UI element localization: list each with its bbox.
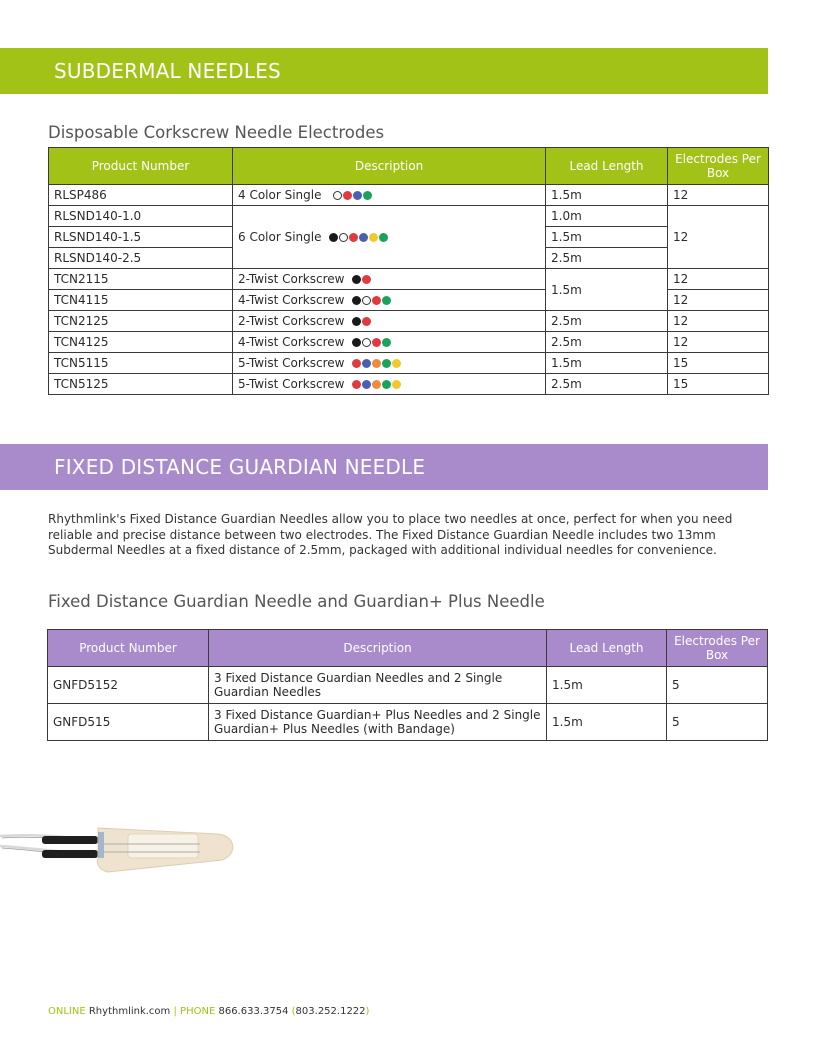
red-dot-icon [362, 275, 371, 284]
lead-length: 1.5m [546, 353, 668, 374]
electrodes-per-box: 12 [668, 311, 769, 332]
red-dot-icon [352, 380, 361, 389]
lead-length: 1.5m [546, 227, 668, 248]
product-number: TCN4125 [49, 332, 233, 353]
lead-length: 1.5m [546, 269, 668, 311]
lead-length: 2.5m [546, 248, 668, 269]
footer-website-link[interactable]: Rhythmlink.com [88, 1006, 171, 1017]
section-subtitle-guardian: Fixed Distance Guardian Needle and Guardian+ Plus Needle [48, 592, 545, 611]
orange-dot-icon [372, 359, 381, 368]
red-dot-icon [343, 191, 352, 200]
orange-dot-icon [372, 380, 381, 389]
description: 3 Fixed Distance Guardian+ Plus Needles and 2 Single Guardian+ Plus Needles (with Bandage) [209, 704, 547, 741]
description: 4 Color Single [233, 185, 546, 206]
electrodes-per-box: 15 [668, 353, 769, 374]
black-dot-icon [352, 317, 361, 326]
electrodes-per-box: 15 [668, 374, 769, 395]
green-dot-icon [382, 296, 391, 305]
electrodes-per-box: 12 [668, 185, 769, 206]
product-number: TCN5125 [49, 374, 233, 395]
blue-dot-icon [359, 233, 368, 242]
electrodes-per-box: 12 [668, 290, 769, 311]
table-row [49, 311, 769, 332]
blue-dot-icon [353, 191, 362, 200]
electrodes-per-box: 12 [668, 269, 769, 290]
red-dot-icon [362, 317, 371, 326]
white-dot-icon [362, 296, 371, 305]
section-banner-guardian: FIXED DISTANCE GUARDIAN NEEDLE [0, 444, 768, 490]
header-lead-length: Lead Length [547, 630, 667, 667]
black-dot-icon [329, 233, 338, 242]
product-number: RLSND140-1.5 [49, 227, 233, 248]
lead-length: 2.5m [546, 374, 668, 395]
footer-online-label: ONLINE [48, 1006, 86, 1017]
table-row [49, 374, 769, 395]
description: 5-Twist Corkscrew [233, 353, 546, 374]
electrodes-per-box: 12 [668, 332, 769, 353]
guardian-intro-paragraph: Rhythmlink's Fixed Distance Guardian Needles allow you to place two needles at once, perfect for when you need reliable and precise distance between two electrodes. The Fixed Distance Guardian Needle includes two 13mm Subdermal Needles at a fixed distance of 2.5mm, packaged with additional individual needles for convenience. [48, 512, 733, 557]
description: 5-Twist Corkscrew [233, 374, 546, 395]
red-dot-icon [352, 359, 361, 368]
product-number: GNFD515 [48, 704, 209, 741]
yellow-dot-icon [392, 359, 401, 368]
green-dot-icon [382, 338, 391, 347]
black-dot-icon [352, 275, 361, 284]
table-row [49, 269, 769, 290]
red-dot-icon [372, 296, 381, 305]
green-dot-icon [382, 359, 391, 368]
header-product-number: Product Number [48, 630, 209, 667]
lead-length: 1.5m [546, 185, 668, 206]
header-description: Description [233, 148, 546, 185]
red-dot-icon [372, 338, 381, 347]
footer-alt-phone-close: ) [365, 1006, 370, 1017]
header-product-number: Product Number [49, 148, 233, 185]
lead-length: 1.5m [547, 704, 667, 741]
green-dot-icon [363, 191, 372, 200]
product-number: RLSND140-1.0 [49, 206, 233, 227]
product-number: TCN4115 [49, 290, 233, 311]
description: 3 Fixed Distance Guardian Needles and 2 Single Guardian Needles [209, 667, 547, 704]
footer-phone: 866.633.3754 [218, 1006, 289, 1017]
lead-length: 1.5m [547, 667, 667, 704]
green-dot-icon [379, 233, 388, 242]
footer-contact [48, 1006, 369, 1017]
footer-alt-phone: 803.252.1222 [295, 1006, 366, 1017]
yellow-dot-icon [369, 233, 378, 242]
green-dot-icon [382, 380, 391, 389]
lead-length: 2.5m [546, 332, 668, 353]
description: 2-Twist Corkscrew [233, 269, 546, 290]
white-dot-icon [339, 233, 348, 242]
description: 6 Color Single [233, 206, 546, 269]
lead-length: 2.5m [546, 311, 668, 332]
description: 4-Twist Corkscrew [233, 290, 546, 311]
black-dot-icon [352, 338, 361, 347]
corkscrew-table [48, 147, 769, 395]
header-electrodes-per-box: Electrodes Per Box [667, 630, 768, 667]
header-description: Description [209, 630, 547, 667]
black-dot-icon [352, 296, 361, 305]
footer-phone-label: PHONE [180, 1006, 216, 1017]
electrodes-per-box: 12 [668, 206, 769, 269]
yellow-dot-icon [392, 380, 401, 389]
table-row [49, 332, 769, 353]
description: 2-Twist Corkscrew [233, 311, 546, 332]
footer-separator: | [173, 1006, 177, 1017]
white-dot-icon [362, 338, 371, 347]
product-number: RLSND140-2.5 [49, 248, 233, 269]
white-dot-icon [333, 191, 342, 200]
blue-dot-icon [362, 380, 371, 389]
product-number: RLSP486 [49, 185, 233, 206]
guardian-table [47, 629, 768, 741]
table-row [48, 704, 768, 741]
electrodes-per-box: 5 [667, 667, 768, 704]
description: 4-Twist Corkscrew [233, 332, 546, 353]
header-lead-length: Lead Length [546, 148, 668, 185]
product-number: GNFD5152 [48, 667, 209, 704]
table-row [49, 353, 769, 374]
table-row [48, 667, 768, 704]
table-row [49, 185, 769, 206]
section-subtitle-corkscrew: Disposable Corkscrew Needle Electrodes [48, 123, 385, 142]
electrodes-per-box: 5 [667, 704, 768, 741]
product-number: TCN2115 [49, 269, 233, 290]
guardian-needle-photo [0, 816, 240, 876]
blue-dot-icon [362, 359, 371, 368]
table-row [49, 206, 769, 227]
product-number: TCN5115 [49, 353, 233, 374]
section-banner-subdermal: SUBDERMAL NEEDLES [0, 48, 768, 94]
header-electrodes-per-box: Electrodes Per Box [668, 148, 769, 185]
lead-length: 1.0m [546, 206, 668, 227]
footer-alt-phone-open: ( [291, 1006, 296, 1017]
red-dot-icon [349, 233, 358, 242]
product-number: TCN2125 [49, 311, 233, 332]
